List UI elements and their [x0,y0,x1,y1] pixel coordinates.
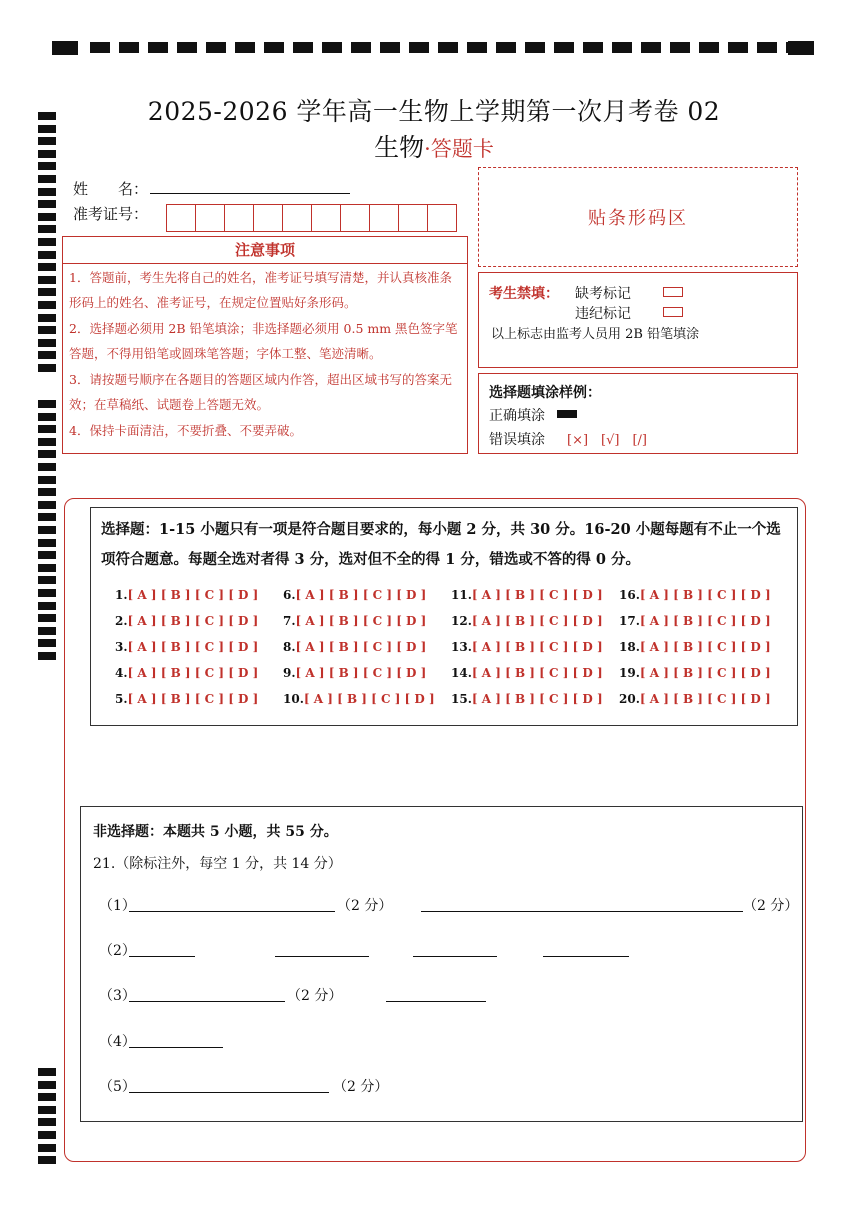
option-bubbles[interactable]: [ A ] [ B ] [ C ] [ D ] [639,666,771,680]
option-bubbles[interactable]: [ A ] [ B ] [ C ] [ D ] [295,588,427,602]
timing-mark [38,438,56,446]
choice-question-15[interactable] [451,692,603,706]
choice-instructions: 选择题：1-15 小题只有一项是符合题目要求的，每小题 2 分，共 30 分。16-20 小题每题有不止一个选项符合题意。每题全选对者得 3 分，选对但不全的得 1 分，错选或不答的得 0 分。 [101,521,781,568]
timing-mark [177,42,197,53]
subtitle-dot: · [424,137,431,161]
timing-mark [38,364,56,372]
timing-mark [38,1118,56,1126]
timing-mark [612,42,632,53]
timing-mark [38,526,56,534]
choice-question-20[interactable] [619,692,771,706]
timing-mark [322,42,342,53]
name-field[interactable] [150,193,350,194]
timing-mark [38,614,56,622]
option-bubbles[interactable]: [ A ] [ B ] [ C ] [ D ] [639,640,771,654]
notice-item-1: 1．答题前，考生先将自己的姓名，准考证号填写清楚，并认真核准条形码上的姓名、准考证号，在规定位置贴好条形码。 [69,270,452,310]
q21-part4-label: （4） [99,1034,136,1050]
q21-part1-points-2: （2 分） [743,898,799,914]
choice-question-1[interactable] [115,588,258,602]
q21-part1-label: （1） [99,898,136,914]
question-number: 9. [283,666,296,680]
timing-mark [38,576,56,584]
timing-mark [264,42,284,53]
question-number: 19. [619,666,640,680]
q21-part1-blank-2[interactable] [421,911,743,912]
choice-question-4[interactable] [115,666,258,680]
q21-part1-blank-1[interactable] [129,911,335,912]
exam-title: 2025-2026 学年高一生物上学期第一次月考卷 02 [147,97,721,126]
timing-mark [467,42,487,53]
question-number: 17. [619,614,640,628]
examiner-only-box [478,272,798,368]
choice-question-7[interactable] [283,614,426,628]
absent-mark-box[interactable] [663,287,683,297]
option-bubbles[interactable]: [ A ] [ B ] [ C ] [ D ] [295,666,427,680]
question-number: 5. [115,692,128,706]
option-bubbles[interactable]: [ A ] [ B ] [ C ] [ D ] [295,640,427,654]
notice-item-2: 2．选择题必须用 2B 铅笔填涂；非选择题必须用 0.5 mm 黑色签字笔答题，不得用铅笔或圆珠笔答题；字体工整、笔迹清晰。 [69,321,458,361]
timing-mark [38,564,56,572]
timing-mark [38,589,56,597]
answer-card-label: 答题卡 [430,137,494,161]
timing-mark [641,42,661,53]
option-bubbles[interactable]: [ A ] [ B ] [ C ] [ D ] [471,666,603,680]
q21-part3-label: （3） [99,988,136,1004]
choice-question-14[interactable] [451,666,603,680]
choice-question-3[interactable] [115,640,258,654]
question-number: 11. [451,588,472,602]
id-label: 准考证号： [73,205,149,223]
timing-mark [699,42,719,53]
timing-mark [38,213,56,221]
question-21-title: 21.（除标注外，每空 1 分，共 14 分） [93,856,342,872]
option-bubbles[interactable]: [ A ] [ B ] [ C ] [ D ] [639,692,771,706]
timing-mark [38,251,56,259]
timing-mark [38,301,56,309]
option-bubbles[interactable]: [ A ] [ B ] [ C ] [ D ] [127,588,259,602]
q21-part5-blank[interactable] [129,1092,329,1093]
q21-part2-blank-4[interactable] [543,956,629,957]
timing-mark [38,225,56,233]
free-response-heading: 非选择题：本题共 5 小题，共 55 分。 [93,824,338,840]
timing-mark [583,42,603,53]
timing-mark [496,42,516,53]
question-number: 7. [283,614,296,628]
timing-mark [38,627,56,635]
choice-question-13[interactable] [451,640,603,654]
choice-question-18[interactable] [619,640,771,654]
violation-mark-label: 违纪标记 [575,306,631,322]
fill-example-box [478,373,798,454]
q21-part4-blank[interactable] [129,1047,223,1048]
timing-mark [38,200,56,208]
timing-mark [38,1068,56,1076]
option-bubbles[interactable]: [ A ] [ B ] [ C ] [ D ] [639,588,771,602]
question-number: 1. [115,588,128,602]
question-number: 14. [451,666,472,680]
notice-item-3: 3．请按题号顺序在各题目的答题区域内作答，超出区域书写的答案无效；在草稿纸、试题卷上答题无效。 [69,372,452,412]
option-bubbles[interactable]: [ A ] [ B ] [ C ] [ D ] [639,614,771,628]
timing-mark [38,188,56,196]
timing-mark [438,42,458,53]
timing-mark [38,175,56,183]
choice-question-19[interactable] [619,666,771,680]
violation-mark-box[interactable] [663,307,683,317]
timing-mark [38,652,56,660]
option-bubbles[interactable]: [ A ] [ B ] [ C ] [ D ] [471,692,603,706]
timing-mark [38,263,56,271]
timing-mark [38,238,56,246]
question-number: 8. [283,640,296,654]
question-number: 18. [619,640,640,654]
timing-mark [38,602,56,610]
choice-question-16[interactable] [619,588,771,602]
timing-mark [38,339,56,347]
question-number: 4. [115,666,128,680]
q21-part5-points: （2 分） [333,1079,389,1095]
timing-mark [554,42,574,53]
barcode-area: 贴条形码区 [478,167,798,267]
timing-mark [235,42,255,53]
timing-mark [38,463,56,471]
timing-mark [38,539,56,547]
timing-mark [757,42,777,53]
notice-heading: 注意事项 [63,237,467,264]
absent-mark-label: 缺考标记 [575,286,631,302]
q21-part3-blank-2[interactable] [386,1001,486,1002]
choice-question-8[interactable] [283,640,426,654]
timing-mark [38,400,56,408]
choice-question-5[interactable] [115,692,258,706]
q21-part2-blank-3[interactable] [413,956,497,957]
timing-mark [38,425,56,433]
timing-mark [670,42,690,53]
notice-box [62,236,468,454]
timing-mark [38,488,56,496]
option-bubbles[interactable]: [ A ] [ B ] [ C ] [ D ] [127,640,259,654]
timing-mark [90,42,110,53]
question-number: 15. [451,692,472,706]
timing-mark [148,42,168,53]
choice-question-17[interactable] [619,614,771,628]
timing-mark [38,1093,56,1101]
timing-mark [728,42,748,53]
timing-mark [38,501,56,509]
timing-mark [380,42,400,53]
question-number: 10. [283,692,304,706]
question-number: 13. [451,640,472,654]
name-label: 姓 名： [73,180,149,198]
timing-mark [119,42,139,53]
question-number: 6. [283,588,296,602]
timing-mark [788,41,814,55]
timing-mark [38,551,56,559]
choice-question-12[interactable] [451,614,603,628]
question-number: 16. [619,588,640,602]
free-response-section [80,806,803,1122]
q21-part5-label: （5） [99,1079,136,1095]
forbid-note: 以上标志由监考人员用 2B 铅笔填涂 [491,327,700,342]
choice-question-10[interactable] [283,692,435,706]
question-number: 12. [451,614,472,628]
timing-mark [38,314,56,322]
timing-mark [38,639,56,647]
timing-mark [38,476,56,484]
q21-part3-points: （2 分） [287,988,343,1004]
choice-question-11[interactable] [451,588,603,602]
timing-mark [206,42,226,53]
question-number: 2. [115,614,128,628]
option-bubbles[interactable]: [ A ] [ B ] [ C ] [ D ] [303,692,435,706]
question-number: 3. [115,640,128,654]
timing-mark [351,42,371,53]
timing-mark [38,351,56,359]
correct-fill-label: 正确填涂 [489,408,545,424]
option-bubbles[interactable]: [ A ] [ B ] [ C ] [ D ] [127,692,259,706]
option-bubbles[interactable]: [ A ] [ B ] [ C ] [ D ] [127,666,259,680]
choice-question-2[interactable] [115,614,258,628]
q21-part3-blank-1[interactable] [129,1001,285,1002]
timing-mark [409,42,429,53]
option-bubbles[interactable]: [ A ] [ B ] [ C ] [ D ] [295,614,427,628]
q21-part1-points-1: （2 分） [337,898,393,914]
multiple-choice-section [90,507,798,726]
timing-mark [38,326,56,334]
option-bubbles[interactable]: [ A ] [ B ] [ C ] [ D ] [471,588,603,602]
fill-example-heading: 选择题填涂样例： [489,385,601,401]
question-number: 20. [619,692,640,706]
timing-marks-top [52,40,814,56]
timing-mark [38,276,56,284]
exam-id-boxes[interactable] [166,204,457,232]
timing-mark [38,1106,56,1114]
timing-mark [38,1131,56,1139]
timing-mark [38,1081,56,1089]
choice-question-9[interactable] [283,666,426,680]
subject-name: 生物 [374,133,425,162]
wrong-fill-samples: [×] [√] [/] [567,433,647,448]
wrong-fill-label: 错误填涂 [489,432,545,448]
q21-part2-label: （2） [99,943,136,959]
notice-item-4: 4．保持卡面清洁，不要折叠、不要弄破。 [69,423,302,438]
timing-mark [293,42,313,53]
option-bubbles[interactable]: [ A ] [ B ] [ C ] [ D ] [471,640,603,654]
correct-fill-sample [557,410,577,418]
option-bubbles[interactable]: [ A ] [ B ] [ C ] [ D ] [127,614,259,628]
timing-mark [38,513,56,521]
timing-mark [38,450,56,458]
choice-question-6[interactable] [283,588,426,602]
option-bubbles[interactable]: [ A ] [ B ] [ C ] [ D ] [471,614,603,628]
q21-part2-blank-1[interactable] [129,956,195,957]
timing-mark [38,1156,56,1164]
timing-mark [38,1144,56,1152]
timing-mark [38,413,56,421]
timing-mark [38,288,56,296]
q21-part2-blank-2[interactable] [275,956,369,957]
timing-mark [52,41,78,55]
card-subtitle [0,128,868,164]
forbid-heading: 考生禁填： [489,286,559,302]
timing-mark [525,42,545,53]
